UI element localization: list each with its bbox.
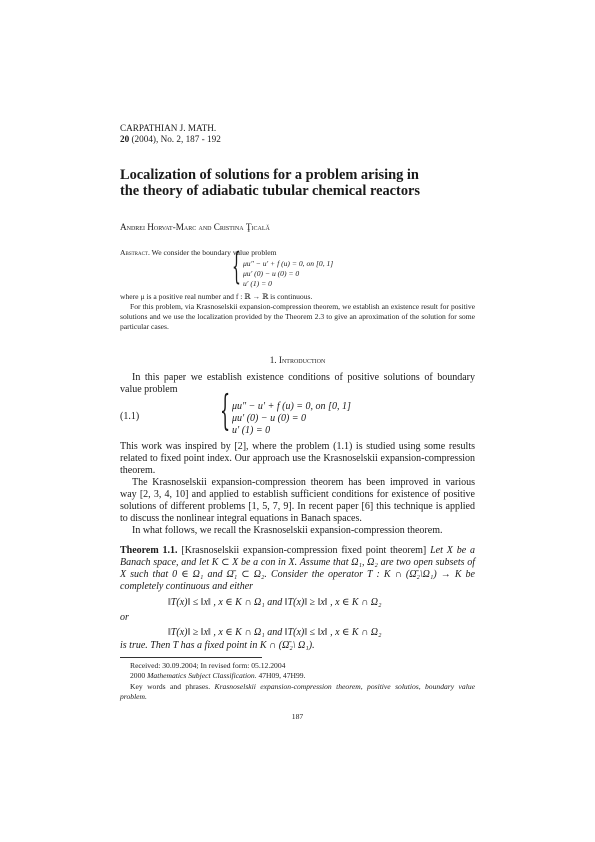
abstract-brace: { (232, 247, 241, 289)
main-eq-3: u′ (1) = 0 (232, 425, 271, 436)
footnote-msc (130, 671, 306, 681)
theorem-conclusion: is true. Then T has a fixed point in K ∩ (Ω̄₂\ Ω₁). (120, 640, 315, 651)
title-line-2: the theory of adiabatic tubular chemical reactors (120, 182, 421, 199)
abstract-eq-1: μu″ − u′ + f (u) = 0, on [0, 1] (243, 259, 334, 268)
msc-prefix: 2000 (130, 671, 148, 680)
main-eq-2: μu′ (0) − u (0) = 0 (232, 413, 307, 424)
footnote-rule (120, 657, 262, 658)
journal-volume: 20 (120, 134, 130, 144)
title-line-1: Localization of solutions for a problem arising in (120, 167, 419, 183)
theorem-or: or (120, 612, 129, 623)
abstract-system (232, 247, 334, 289)
footnote-received: Received: 30.09.2004; In revised form: 05.12.2004 (130, 661, 286, 670)
theorem-condition-2: ‖T(x)‖ ≥ ‖x‖ , x ∈ K ∩ Ω₁ and ‖T(x)‖ ≤ ‖x‖ , x ∈ K ∩ Ω₂ (168, 627, 382, 638)
keywords-text: Krasnoselskii expansion-compression theorem, positive solutios, boundary value problem. (120, 682, 475, 701)
equation-label: (1.1) (120, 411, 140, 422)
intro-paragraph-1: In this paper we establish existence conditions of positive solutions of boundary value problem (120, 372, 475, 395)
keywords-prefix: Key words and phrases. (130, 682, 215, 691)
main-system (220, 385, 351, 437)
journal-issue (120, 134, 221, 146)
abstract-after-system: where μ is a positive real number and f : ℝ → ℝ is continuous. (120, 292, 313, 301)
paper-title (120, 168, 480, 199)
theorem-name: [Krasnoselskii expansion-compression fixed point theorem] (177, 545, 427, 556)
msc-codes: 47H09, 47H99. (256, 671, 306, 680)
theorem-text: Let X be a Banach space, and let K ⊂ X be a con in X. Assume that Ω₁, Ω₂ are two open subsets of X such that 0 ∈ Ω₁ and Ω̄₁ ⊂ Ω₂. Consider the operator T : K ∩ (Ω̄₂\Ω₁) → K be completely continuous and either (120, 545, 476, 592)
section-heading: 1. Introduction (269, 355, 326, 365)
theorem-label: Theorem 1.1. (120, 545, 178, 556)
intro-paragraph-2: This work was inspired by [2], where the problem (1.1) is studied using some results related to fixed point index. Our approach use the Krasnoselskii expansion-compression theorem. (120, 441, 475, 476)
msc-label: Mathematics Subject Classification. (147, 671, 257, 680)
abstract-label: Abstract. (120, 248, 150, 257)
authors: Andrei Horvat-Marc and Cristina Ţicală (120, 222, 270, 232)
theorem-condition-1: ‖T(x)‖ ≤ ‖x‖ , x ∈ K ∩ Ω₁ and ‖T(x)‖ ≥ ‖x‖ , x ∈ K ∩ Ω₂ (168, 597, 382, 608)
intro-paragraph-3: The Krasnoselskii expansion-compression theorem has been improved in various way [2, 3, 4, 10] and applied to establish sufficient conditions for existence of positive solutions of different problems [1, 5, 7, 9]. In recent paper [6] this technique is applied to discuss the nonlinear integral equations in Banach spaces. (120, 477, 475, 524)
abstract-intro (120, 248, 277, 258)
main-eq-1: μu″ − u′ + f (u) = 0, on [0, 1] (232, 401, 351, 412)
journal-issue-info: (2004), No. 2, 187 - 192 (129, 134, 221, 144)
journal-name: CARPATHIAN J. MATH. (120, 123, 217, 133)
page-number: 187 (291, 712, 304, 721)
main-brace: { (220, 385, 231, 435)
intro-paragraph-4: In what follows, we recall the Krasnoselskii expansion-compression theorem. (132, 525, 443, 536)
theorem-block (120, 545, 475, 593)
abstract-eq-2: μu′ (0) − u (0) = 0 (243, 269, 300, 278)
abstract-paragraph: For this problem, via Krasnoselskii expansion-compression theorem, we establish an existence result for positive solutions and we use the localization provided by the Theorem 2.3 to give an aproximation of the solution for some particular cases. (120, 302, 475, 331)
abstract-intro-text: We consider the boundary value problem (149, 248, 277, 257)
abstract-eq-3: u′ (1) = 0 (243, 279, 272, 288)
footnote-keywords (120, 682, 475, 702)
